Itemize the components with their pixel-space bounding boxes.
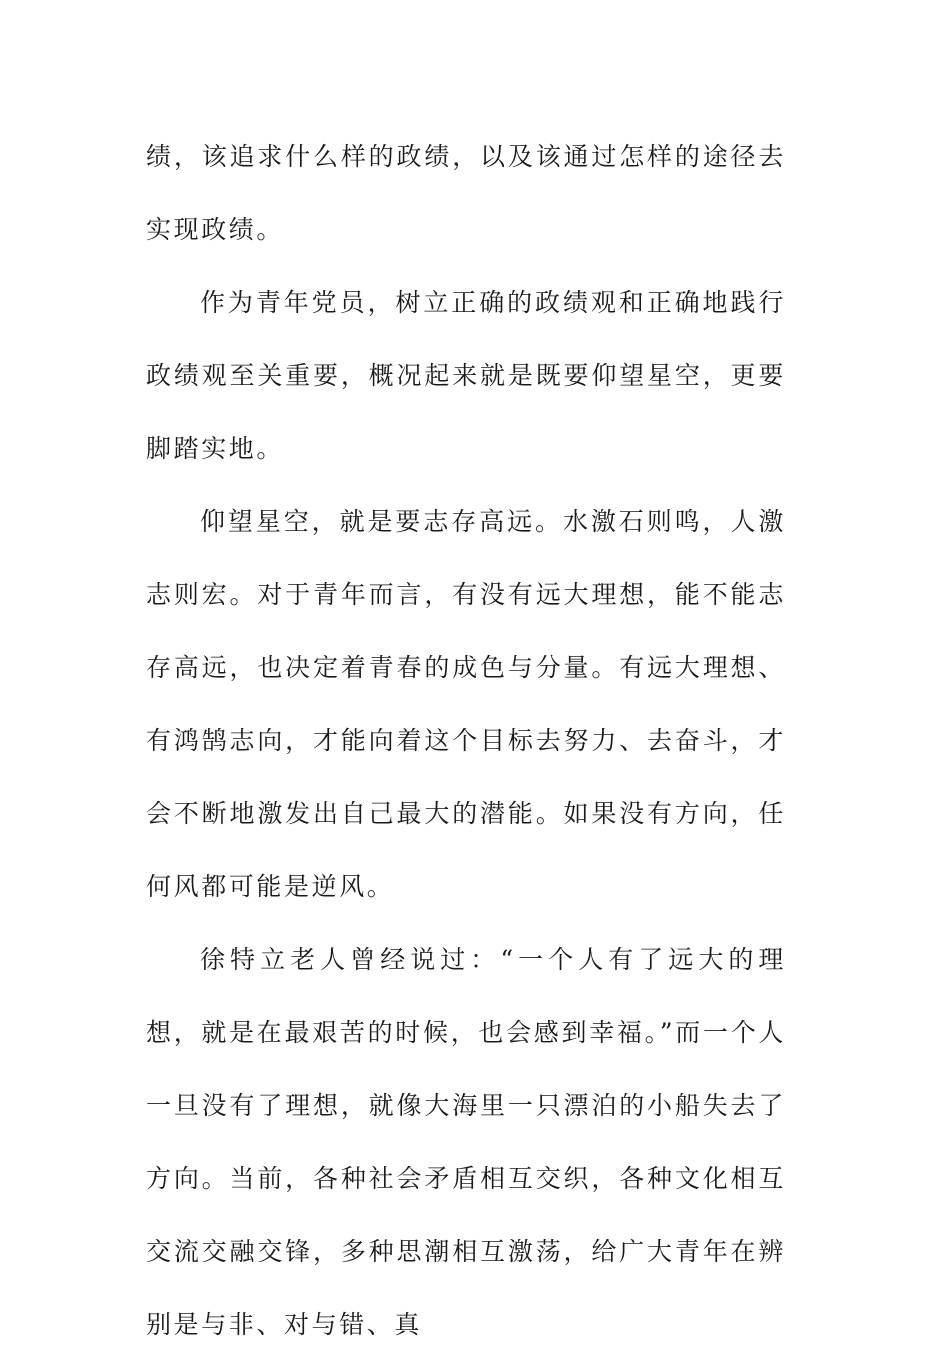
paragraph-look-up-at-stars: 仰望星空，就是要志存高远。水激石则鸣，人激志则宏。对于青年而言，有没有远大理想，能不能志存高远，也决定着青春的成色与分量。有远大理想、有鸿鹄志向，才能向着这个目标去努力、去奋斗，才会不断地激发出自己最大的潜能。如果没有方向，任何风都可能是逆风。: [146, 507, 786, 901]
paragraph-continuation: 绩，该追求什么样的政绩，以及该通过怎样的途径去实现政绩。: [146, 142, 786, 244]
paragraph-xu-teli-quote: 徐特立老人曾经说过：“一个人有了远大的理想，就是在最艰苦的时候，也会感到幸福。”而一个人一旦没有了理想，就像大海里一只漂泊的小船失去了方向。当前，各种社会矛盾相互交织，各种文化相互交流交融交锋，多种思潮相互激荡，给广大青年在辨别是与非、对与错、真: [146, 945, 786, 1339]
document-body: [146, 120, 786, 1361]
paragraph-political-achievement-view: 作为青年党员，树立正确的政绩观和正确地践行政绩观至关重要，概况起来就是既要仰望星空，更要脚踏实地。: [146, 288, 786, 463]
